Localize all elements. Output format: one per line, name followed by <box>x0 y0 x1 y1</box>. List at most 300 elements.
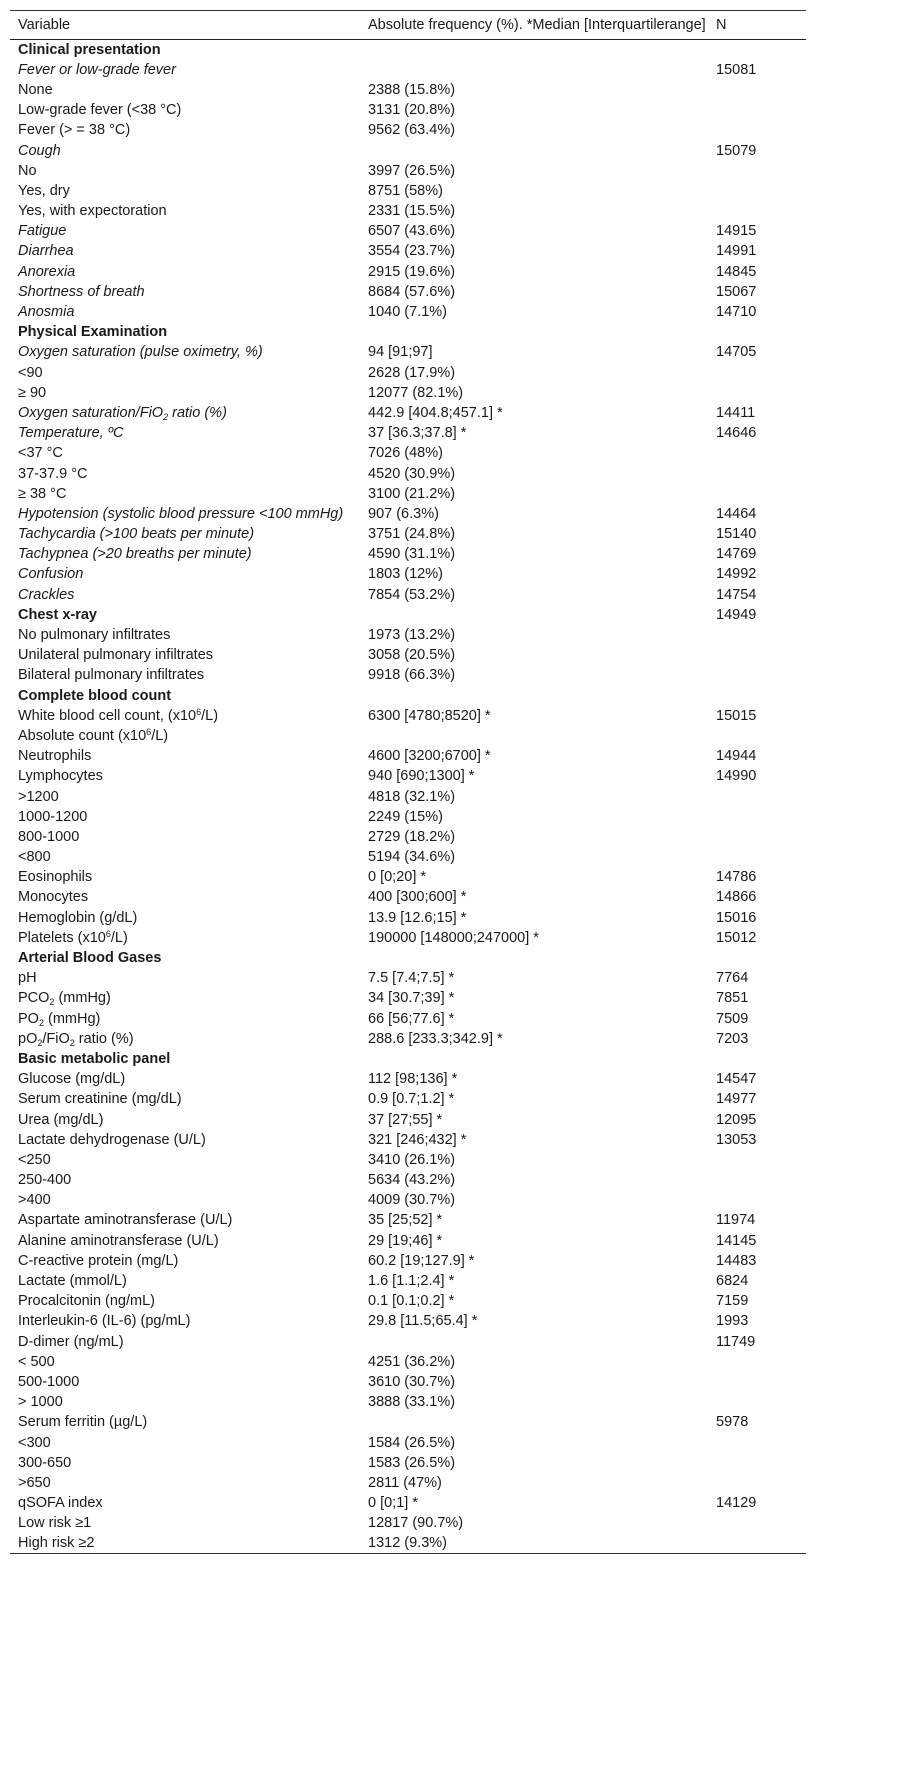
cell-variable-var: Platelets (x10 <box>18 929 106 946</box>
cell-variable-var: Arterial Blood Gases <box>18 950 162 967</box>
cell-frequency: 37 [36.3;37.8] * <box>368 425 467 442</box>
cell-n <box>708 1513 806 1533</box>
variable-row <box>10 241 806 261</box>
cell-variable <box>10 867 360 887</box>
cell-n: 11749 <box>716 1333 756 1350</box>
cell-variable <box>10 564 360 584</box>
cell-n: 14646 <box>716 425 757 442</box>
cell-frequency: 1312 (9.3%) <box>360 1533 708 1553</box>
cell-variable-var: <800 <box>18 849 51 866</box>
table-row <box>10 1513 806 1533</box>
cell-variable <box>10 363 360 383</box>
cell-variable <box>10 908 360 928</box>
table-row <box>10 1332 806 1352</box>
cell-n <box>708 40 806 60</box>
table-row <box>10 786 806 806</box>
cell-variable-var: Yes, with expectoration <box>18 203 167 220</box>
cell-variable-var: <250 <box>18 1151 51 1168</box>
cell-frequency: 4251 (36.2%) <box>368 1353 456 1370</box>
cell-frequency: 8751 (58%) <box>368 182 443 199</box>
header-n: N <box>708 11 806 40</box>
cell-variable <box>10 403 360 423</box>
cell-n: 14949 <box>716 606 757 623</box>
table-row <box>10 1392 806 1412</box>
cell-n <box>708 1150 806 1170</box>
cell-variable <box>10 585 360 605</box>
header-row <box>10 11 806 40</box>
cell-n <box>708 1453 806 1473</box>
cell-variable-var: Clinical presentation <box>18 41 161 58</box>
cell-variable <box>10 1089 360 1109</box>
cell-variable <box>10 100 360 120</box>
cell-variable-var: Hemoglobin (g/dL) <box>18 909 138 926</box>
cell-variable <box>10 625 360 645</box>
cell-n: 14866 <box>716 889 757 906</box>
cell-variable <box>10 1029 360 1049</box>
cell-variable <box>10 988 360 1008</box>
table-row <box>10 827 806 847</box>
cell-n <box>708 1372 806 1392</box>
cell-n <box>708 1473 806 1493</box>
cell-variable <box>10 1109 360 1129</box>
cell-variable-var: Lactate (mmol/L) <box>18 1273 127 1290</box>
cell-n: 15081 <box>716 61 757 78</box>
table-row <box>10 867 806 887</box>
variable-row <box>10 585 806 605</box>
cell-variable <box>10 1311 360 1331</box>
cell-n: 14992 <box>716 566 757 583</box>
cell-n <box>708 383 806 403</box>
table-row <box>10 201 806 221</box>
cell-n <box>708 807 806 827</box>
table-row <box>10 706 806 726</box>
cell-frequency: 1803 (12%) <box>368 566 443 583</box>
cell-n: 7851 <box>716 990 749 1007</box>
cell-frequency: 3997 (26.5%) <box>368 162 456 179</box>
table-row <box>10 1432 806 1452</box>
cell-variable-var: Crackles <box>18 586 75 603</box>
cell-variable <box>10 605 360 625</box>
cell-n: 15140 <box>716 526 757 543</box>
table-body <box>10 40 806 1554</box>
cell-frequency: 29.8 [11.5;65.4] * <box>368 1313 478 1330</box>
cell-frequency: 112 [98;136] * <box>368 1071 458 1088</box>
cell-variable-var: None <box>18 81 53 98</box>
cell-variable-var: <300 <box>18 1434 51 1451</box>
cell-frequency: 60.2 [19;127.9] * <box>368 1252 475 1269</box>
cell-variable <box>10 1513 360 1533</box>
table-row <box>10 1533 806 1553</box>
cell-variable-var: Oxygen saturation/FiO <box>18 404 164 421</box>
cell-variable-var: Oxygen saturation (pulse oximetry, %) <box>18 344 263 361</box>
table-row <box>10 1150 806 1170</box>
cell-n <box>708 322 806 342</box>
cell-variable <box>10 342 360 362</box>
section-header-row <box>10 605 806 625</box>
table-row <box>10 1069 806 1089</box>
cell-variable-var: 800-1000 <box>18 828 80 845</box>
cell-variable <box>10 423 360 443</box>
cell-variable <box>10 201 360 221</box>
cell-variable-var: >1200 <box>18 788 59 805</box>
cell-frequency: 1973 (13.2%) <box>368 627 456 644</box>
cell-variable <box>10 1210 360 1230</box>
table-row <box>10 665 806 685</box>
cell-variable <box>10 181 360 201</box>
cell-variable <box>10 544 360 564</box>
cell-variable <box>10 746 360 766</box>
cell-variable <box>10 322 360 342</box>
cell-n <box>708 161 806 181</box>
cell-variable-var: ≥ 38 °C <box>18 485 67 502</box>
cell-frequency <box>360 40 708 60</box>
variable-row <box>10 403 806 423</box>
cell-n: 15067 <box>716 283 757 300</box>
cell-variable <box>10 443 360 463</box>
cell-variable <box>10 60 360 80</box>
table-row <box>10 80 806 100</box>
cell-variable <box>10 1412 360 1432</box>
variable-row <box>10 544 806 564</box>
cell-variable-var: Aspartate aminotransferase (U/L) <box>18 1212 233 1229</box>
cell-frequency: 2915 (19.6%) <box>368 263 456 280</box>
table-row <box>10 887 806 907</box>
cell-n <box>708 786 806 806</box>
table-row <box>10 1271 806 1291</box>
cell-variable <box>10 686 360 706</box>
cell-frequency: 35 [25;52] * <box>368 1212 443 1229</box>
table-row <box>10 1130 806 1150</box>
cell-frequency: 1.6 [1.1;2.4] * <box>368 1273 455 1290</box>
cell-n <box>708 726 806 746</box>
cell-frequency: 4520 (30.9%) <box>368 465 456 482</box>
cell-variable-post2: ratio (%) <box>74 1030 134 1047</box>
variable-row <box>10 282 806 302</box>
cell-frequency: 2729 (18.2%) <box>368 828 456 845</box>
cell-variable-var: White blood cell count, (x10 <box>18 707 197 724</box>
table-row <box>10 1231 806 1251</box>
cell-variable-var: Lymphocytes <box>18 768 103 785</box>
section-header-row <box>10 1049 806 1069</box>
cell-variable <box>10 1291 360 1311</box>
cell-variable <box>10 928 360 948</box>
cell-frequency: 3058 (20.5%) <box>368 647 456 664</box>
cell-frequency: 3100 (21.2%) <box>368 485 456 502</box>
cell-variable-var: No <box>18 162 37 179</box>
cell-variable <box>10 120 360 140</box>
cell-frequency: 2249 (15%) <box>368 808 443 825</box>
cell-variable <box>10 524 360 544</box>
cell-variable-post: /L) <box>151 727 169 744</box>
table-row <box>10 1190 806 1210</box>
table-row <box>10 1210 806 1230</box>
cell-frequency <box>360 1049 708 1069</box>
cell-frequency <box>360 60 708 80</box>
cell-variable <box>10 383 360 403</box>
cell-variable-var: Anosmia <box>18 304 75 321</box>
cell-variable <box>10 1332 360 1352</box>
cell-n: 14464 <box>716 505 757 522</box>
cell-variable <box>10 161 360 181</box>
cell-variable-sub: 2 <box>49 997 55 1008</box>
cell-n: 14990 <box>716 768 757 785</box>
cell-variable-var: Fatigue <box>18 223 67 240</box>
cell-variable-var: Yes, dry <box>18 182 70 199</box>
cell-frequency: 4590 (31.1%) <box>368 546 456 563</box>
cell-variable-var: Cough <box>18 142 61 159</box>
variable-row <box>10 524 806 544</box>
cell-variable <box>10 807 360 827</box>
cell-variable <box>10 1372 360 1392</box>
cell-n: 15012 <box>716 929 757 946</box>
cell-n <box>708 1352 806 1372</box>
cell-frequency: 3751 (24.8%) <box>368 526 456 543</box>
variable-row <box>10 564 806 584</box>
cell-variable-var: Complete blood count <box>18 687 172 704</box>
cell-variable <box>10 665 360 685</box>
cell-n <box>708 80 806 100</box>
cell-variable-var: Eosinophils <box>18 869 93 886</box>
table-row <box>10 746 806 766</box>
cell-variable-var: No pulmonary infiltrates <box>18 627 171 644</box>
cell-frequency: 8684 (57.6%) <box>368 283 456 300</box>
cell-frequency: 400 [300;600] * <box>368 889 467 906</box>
cell-n: 6824 <box>716 1273 749 1290</box>
cell-variable-post: /FiO <box>42 1030 70 1047</box>
cell-frequency <box>360 1332 708 1352</box>
cell-n: 14915 <box>716 223 757 240</box>
cell-variable <box>10 1432 360 1452</box>
cell-variable-var: >650 <box>18 1474 51 1491</box>
cell-n <box>708 827 806 847</box>
cell-frequency: 288.6 [233.3;342.9] * <box>368 1030 503 1047</box>
cell-n: 13053 <box>716 1131 757 1148</box>
cell-variable <box>10 1251 360 1271</box>
cell-n <box>708 1392 806 1412</box>
cell-variable-var: Absolute count (x10 <box>18 727 147 744</box>
cell-frequency: 34 [30.7;39] * <box>368 990 455 1007</box>
cell-frequency: 4009 (30.7%) <box>368 1192 456 1209</box>
cell-n <box>708 686 806 706</box>
cell-variable <box>10 241 360 261</box>
cell-variable-sub2: 2 <box>69 1037 75 1048</box>
cell-frequency: 3554 (23.7%) <box>368 243 456 260</box>
table-row <box>10 847 806 867</box>
cell-n <box>708 1170 806 1190</box>
cell-variable-var: Tachypnea (>20 breaths per minute) <box>18 546 252 563</box>
table-row <box>10 766 806 786</box>
cell-variable <box>10 1352 360 1372</box>
table-row <box>10 120 806 140</box>
cell-frequency: 7026 (48%) <box>368 445 443 462</box>
cell-variable-var: pO <box>18 1030 38 1047</box>
cell-variable-var: High risk ≥2 <box>18 1535 95 1552</box>
cell-variable-var: <37 °C <box>18 445 63 462</box>
cell-n: 11974 <box>716 1212 756 1229</box>
cell-frequency: 13.9 [12.6;15] * <box>368 909 467 926</box>
table-row <box>10 807 806 827</box>
cell-variable <box>10 827 360 847</box>
cell-frequency <box>360 140 708 160</box>
cell-variable-var: Temperature, ºC <box>18 425 124 442</box>
cell-frequency: 442.9 [404.8;457.1] * <box>368 404 503 421</box>
results-table <box>10 10 806 1554</box>
table-row <box>10 363 806 383</box>
cell-frequency: 0.9 [0.7;1.2] * <box>368 1091 455 1108</box>
table-row <box>10 1089 806 1109</box>
cell-n: 14411 <box>716 404 756 421</box>
table-row <box>10 1473 806 1493</box>
cell-variable <box>10 282 360 302</box>
cell-variable-var: qSOFA index <box>18 1495 103 1512</box>
cell-variable-var: Serum ferritin (µg/L) <box>18 1414 148 1431</box>
header-variable: Variable <box>10 11 360 40</box>
cell-n: 15079 <box>716 142 757 159</box>
cell-frequency: 321 [246;432] * <box>368 1131 467 1148</box>
cell-frequency: 12077 (82.1%) <box>368 384 464 401</box>
cell-frequency <box>360 605 708 625</box>
section-header-row <box>10 686 806 706</box>
cell-frequency: 9918 (66.3%) <box>368 667 456 684</box>
table-row <box>10 1372 806 1392</box>
cell-frequency: 5194 (34.6%) <box>368 849 456 866</box>
cell-variable <box>10 1473 360 1493</box>
variable-row <box>10 60 806 80</box>
table-row <box>10 1493 806 1513</box>
table-row <box>10 625 806 645</box>
cell-variable-var: Low-grade fever (<38 °C) <box>18 102 182 119</box>
cell-n: 7509 <box>716 1010 749 1027</box>
cell-frequency: 0.1 [0.1;0.2] * <box>368 1293 455 1310</box>
cell-variable-var: Shortness of breath <box>18 283 145 300</box>
cell-frequency: 66 [56;77.6] * <box>368 1010 455 1027</box>
cell-variable-var: C-reactive protein (mg/L) <box>18 1252 179 1269</box>
cell-variable-sup: 6 <box>105 928 111 939</box>
cell-frequency: 5634 (43.2%) <box>368 1172 456 1189</box>
cell-variable <box>10 706 360 726</box>
cell-frequency: 12817 (90.7%) <box>368 1515 464 1532</box>
results-table-container <box>10 10 806 1554</box>
cell-variable <box>10 484 360 504</box>
section-header-row <box>10 322 806 342</box>
cell-n <box>708 100 806 120</box>
cell-variable <box>10 1231 360 1251</box>
cell-variable <box>10 726 360 746</box>
table-row <box>10 1291 806 1311</box>
table-row <box>10 726 806 746</box>
cell-variable-var: Glucose (mg/dL) <box>18 1071 126 1088</box>
table-row <box>10 645 806 665</box>
cell-n: 14769 <box>716 546 757 563</box>
cell-n: 14786 <box>716 869 757 886</box>
cell-frequency: 37 [27;55] * <box>368 1111 443 1128</box>
table-row <box>10 988 806 1008</box>
table-row <box>10 181 806 201</box>
cell-variable-var: pH <box>18 970 37 987</box>
cell-frequency: 2388 (15.8%) <box>368 81 456 98</box>
cell-n: 7764 <box>716 970 749 987</box>
cell-n: 15015 <box>716 707 757 724</box>
table-row <box>10 908 806 928</box>
cell-variable <box>10 1069 360 1089</box>
cell-variable-sup: 6 <box>196 706 202 717</box>
table-row <box>10 1009 806 1029</box>
cell-variable <box>10 1049 360 1069</box>
cell-n: 12095 <box>716 1111 757 1128</box>
cell-frequency: 1040 (7.1%) <box>368 304 447 321</box>
cell-frequency: 2331 (15.5%) <box>368 203 456 220</box>
cell-n: 7203 <box>716 1030 749 1047</box>
table-row <box>10 1412 806 1432</box>
cell-n: 1993 <box>716 1313 749 1330</box>
cell-variable <box>10 262 360 282</box>
cell-n: 7159 <box>716 1293 749 1310</box>
cell-frequency: 190000 [148000;247000] * <box>368 929 539 946</box>
cell-n: 14145 <box>716 1232 757 1249</box>
cell-variable <box>10 847 360 867</box>
cell-variable <box>10 1533 360 1553</box>
cell-variable-var: Low risk ≥1 <box>18 1515 92 1532</box>
cell-n: 14483 <box>716 1252 757 1269</box>
cell-variable <box>10 40 360 60</box>
cell-variable-post: (mmHg) <box>43 1010 101 1027</box>
cell-variable <box>10 221 360 241</box>
variable-row <box>10 423 806 443</box>
table-row <box>10 443 806 463</box>
cell-n <box>708 1190 806 1210</box>
cell-variable <box>10 968 360 988</box>
cell-frequency: 7.5 [7.4;7.5] * <box>368 970 455 987</box>
cell-variable-var: <90 <box>18 364 43 381</box>
cell-variable <box>10 463 360 483</box>
cell-frequency: 4600 [3200;6700] * <box>368 748 491 765</box>
cell-frequency <box>360 948 708 968</box>
cell-variable-var: Tachycardia (>100 beats per minute) <box>18 526 255 543</box>
cell-variable-var: Fever (> = 38 °C) <box>18 122 131 139</box>
cell-variable <box>10 80 360 100</box>
cell-n <box>708 1049 806 1069</box>
cell-n <box>708 847 806 867</box>
cell-n <box>708 443 806 463</box>
cell-frequency: 9562 (63.4%) <box>368 122 456 139</box>
cell-variable-var: Unilateral pulmonary infiltrates <box>18 647 214 664</box>
cell-variable-var: Diarrhea <box>18 243 74 260</box>
cell-n <box>708 665 806 685</box>
table-header <box>10 11 806 40</box>
variable-row <box>10 262 806 282</box>
cell-variable-var: D-dimer (ng/mL) <box>18 1333 124 1350</box>
cell-variable-var: ≥ 90 <box>18 384 47 401</box>
cell-variable-var: > 1000 <box>18 1394 63 1411</box>
cell-variable <box>10 1190 360 1210</box>
cell-variable-var: Serum creatinine (mg/dL) <box>18 1091 182 1108</box>
variable-row <box>10 140 806 160</box>
cell-variable-sub: 2 <box>38 1017 44 1028</box>
cell-variable-var: Basic metabolic panel <box>18 1050 171 1067</box>
cell-frequency: 7854 (53.2%) <box>368 586 456 603</box>
cell-variable <box>10 140 360 160</box>
cell-variable-var: Procalcitonin (ng/mL) <box>18 1293 155 1310</box>
cell-variable-sub: 2 <box>163 411 169 422</box>
cell-frequency: 2628 (17.9%) <box>368 364 456 381</box>
cell-variable-sup: 6 <box>146 726 152 737</box>
cell-variable-post: /L) <box>110 929 128 946</box>
cell-n <box>708 363 806 383</box>
cell-n: 14129 <box>716 1495 757 1512</box>
cell-frequency <box>360 322 708 342</box>
cell-frequency: 3410 (26.1%) <box>368 1151 456 1168</box>
cell-variable <box>10 504 360 524</box>
